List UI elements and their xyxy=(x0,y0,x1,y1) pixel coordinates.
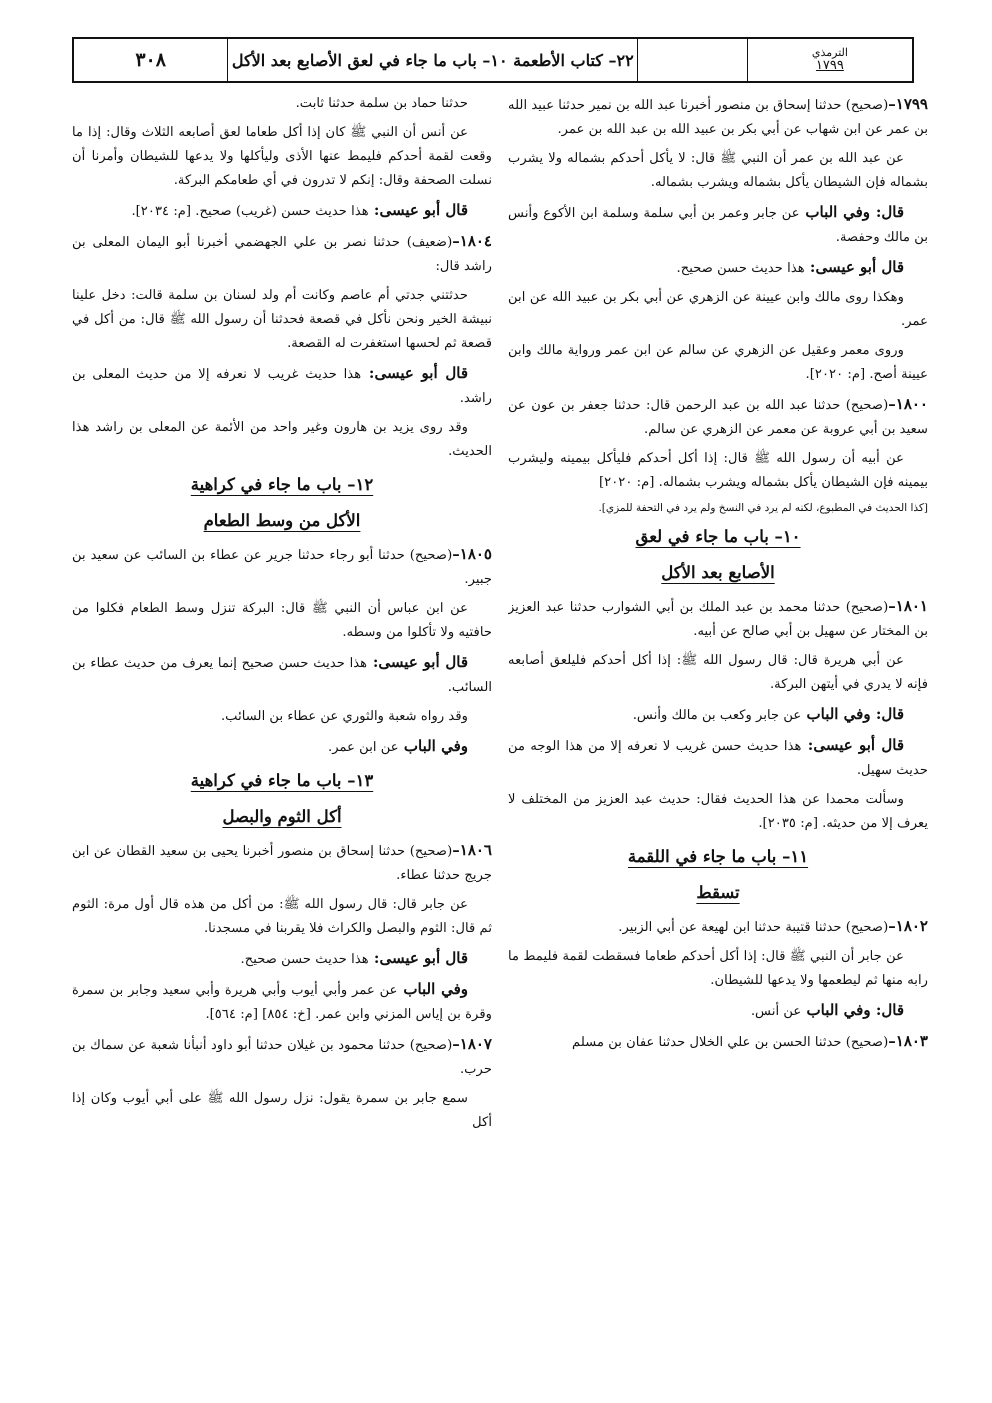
chapter-heading: ١٢– باب ما جاء في كراهية xyxy=(190,475,374,494)
hadith-isnad xyxy=(508,914,928,940)
hadith-number: ١٨٠٣– xyxy=(888,1032,928,1050)
hadith-text: (صحيح) حدثنا عبد الله بن عبد الرحمن قال: حدثنا جعفر بن عون عن سعيد بن أبي عروبة عن معمر عن الزهري عن سالم. xyxy=(508,398,928,437)
matn-paragraph: عن ابن عباس أن النبي ﷺ قال: البركة تنزل وسط الطعام فكلوا من حافتيه ولا تأكلوا من وسطه. xyxy=(72,601,492,640)
matn-paragraph: عن جابر أن النبي ﷺ قال: إذا أكل أحدكم طعاما فسقطت لقمة فليمط ما رابه منها ثم ليطعمها ولا يدعها للشيطان. xyxy=(508,949,928,988)
commentary-text: عن ابن عمر. xyxy=(328,740,399,755)
matn-paragraph: وهكذا روى مالك وابن عيينة عن الزهري عن أبي بكر بن عبيد الله عن ابن عمر. xyxy=(508,290,928,329)
matn-paragraph: وروى معمر وعقيل عن الزهري عن سالم عن ابن عمر ورواية مالك وابن عيينة أصح. [م: ٢٠٢٠]. xyxy=(508,343,928,382)
commentary-text: هذا حديث حسن صحيح. xyxy=(240,952,369,967)
matn-paragraph: عن جابر قال: قال رسول الله ﷺ: من أكل من هذه قال أول مرة: الثوم ثم قال: الثوم والبصل والكراث فلا يقربنا في مسجدنا. xyxy=(72,897,492,936)
header-page-number: ٣٠٨ xyxy=(135,49,166,71)
chapter-heading: ١١– باب ما جاء في اللقمة xyxy=(627,847,809,866)
chapter-heading: ١٣– باب ما جاء في كراهية xyxy=(190,771,374,790)
chapter-heading: أكل الثوم والبصل xyxy=(222,807,342,826)
commentary-text: هذا حديث حسن صحيح. xyxy=(676,261,805,276)
hadith-isnad xyxy=(72,838,492,888)
commentary-lead: قال أبو عيسى: xyxy=(361,364,468,382)
left-text-column xyxy=(72,92,492,1382)
matn-paragraph: سمع جابر بن سمرة يقول: نزل رسول الله ﷺ على أبي أيوب وكان إذا أكل xyxy=(72,1091,492,1130)
running-header xyxy=(72,37,914,83)
matn-paragraph: وقد روى يزيد بن هارون وغير واحد من الأئمة عن المعلى بن راشد هذا الحديث. xyxy=(72,420,492,459)
hadith-number: ١٨٠٤– xyxy=(452,232,492,250)
commentary-lead: قال أبو عيسى: xyxy=(804,258,904,276)
hadith-text: (صحيح) حدثنا محمد بن عبد الملك بن أبي الشوارب حدثنا عبد العزيز بن المختار عن سهيل بن أبي صالح عن أبيه. xyxy=(508,600,928,639)
commentary-text: عن جابر وكعب بن مالك وأنس. xyxy=(632,708,802,723)
matn-paragraph: حدثنا حماد بن سلمة حدثنا ثابت. xyxy=(295,96,468,111)
header-hadith-number: ١٧٩٩ xyxy=(815,57,844,73)
hadith-isnad xyxy=(72,542,492,592)
commentary-paragraph xyxy=(72,734,492,760)
commentary-paragraph xyxy=(72,361,492,411)
commentary-lead: قال أبو عيسى: xyxy=(368,949,468,967)
hadith-isnad xyxy=(508,1029,928,1055)
hadith-number: ١٨٠٧– xyxy=(452,1035,492,1053)
hadith-text: (ضعيف) حدثنا نصر بن علي الجهضمي أخبرنا أبو اليمان المعلى بن راشد قال: xyxy=(72,235,492,274)
commentary-paragraph xyxy=(508,998,928,1024)
chapter-heading: الأصابع بعد الأكل xyxy=(661,563,775,582)
hadith-isnad xyxy=(72,229,492,279)
matn-paragraph: حدثتني جدتي أم عاصم وكانت أم ولد لسنان بن سلمة قالت: دخل علينا نبيشة الخير ونحن نأكل في قصعة فحدثنا أن رسول الله ﷺ قال: من أكل في قصعة ثم لحسها استغفرت له القصعة. xyxy=(72,288,492,351)
hadith-text: (صحيح) حدثنا محمود بن غيلان حدثنا أبو داود أنبأنا شعبة عن سماك بن حرب. xyxy=(72,1038,492,1077)
commentary-lead: قال أبو عيسى: xyxy=(801,736,904,754)
matn-paragraph: عن أبيه أن رسول الله ﷺ قال: إذا أكل أحدكم فليأكل بيمينه وليشرب بيمينه فإن الشيطان يأكل بشماله ويشرب بشماله. [م: ٢٠٢٠] xyxy=(508,451,928,490)
right-text-column xyxy=(508,92,928,1382)
chapter-heading: ١٠– باب ما جاء في لعق xyxy=(635,527,801,546)
commentary-text: هذا حديث حسن صحيح إنما يعرف من حديث عطاء بن السائب. xyxy=(72,656,492,695)
commentary-text: هذا حديث غريب لا نعرفه إلا من حديث المعلى بن راشد. xyxy=(72,367,492,406)
hadith-number: ١٨٠٢– xyxy=(888,917,928,935)
commentary-lead: قال أبو عيسى: xyxy=(368,201,468,219)
hadith-isnad xyxy=(508,594,928,644)
commentary-text: عن جابر وعمر بن أبي سلمة وسلمة ابن الأكوع وأنس بن مالك وحفصة. xyxy=(508,206,928,245)
commentary-lead: قال: وفي الباب xyxy=(801,705,904,723)
matn-paragraph: عن عبد الله بن عمر أن النبي ﷺ قال: لا يأكل أحدكم بشماله ولا يشرب بشماله فإن الشيطان يأكل بشماله ويشرب بشماله. xyxy=(508,151,928,190)
commentary-paragraph xyxy=(72,946,492,972)
hadith-number: ١٨٠١– xyxy=(888,597,928,615)
header-blank-cell xyxy=(637,39,746,81)
header-tirmidhi-label: الترمذي xyxy=(811,45,848,59)
matn-paragraph: وقد رواه شعبة والثوري عن عطاء بن السائب. xyxy=(220,709,468,724)
header-chapter-title: ٢٢– كتاب الأطعمة ١٠– باب ما جاء في لعق الأصابع بعد الأكل xyxy=(227,39,637,81)
hadith-isnad xyxy=(508,92,928,142)
commentary-lead: قال: وفي الباب xyxy=(801,1001,904,1019)
hadith-isnad xyxy=(72,1032,492,1082)
commentary-paragraph xyxy=(72,198,492,224)
matn-paragraph: عن أنس أن النبي ﷺ كان إذا أكل طعاما لعق أصابعه الثلاث وقال: إذا ما وقعت لقمة أحدكم فليمط عنها الأذى وليأكلها ولا يدعها للشيطان وأمرنا أن نسلت الصحفة وقال: إنكم لا تدرون في أي طعامكم البركة. xyxy=(72,125,492,188)
hadith-text: (صحيح) حدثنا أبو رجاء حدثنا جرير عن عطاء بن السائب عن سعيد بن جبير. xyxy=(72,548,492,587)
commentary-paragraph xyxy=(508,255,928,281)
commentary-text: عن عمر وأبي أيوب وأبي هريرة وأبي سعيد وجابر بن سمرة وقرة بن إياس المزني وابن عمر. [خ: ٨٥٤] [م: ٥٦٤]. xyxy=(72,983,492,1022)
editor-note: [كذا الحديث في المطبوع، لكنه لم يرد في النسخ ولم يرد في التحفة للمزي]. xyxy=(598,502,928,514)
hadith-text: (صحيح) حدثنا إسحاق بن منصور أخبرنا عبد الله بن نمير حدثنا عبيد الله بن عمر عن ابن شهاب عن أبي بكر بن عبيد الله بن عبد الله بن عمر. xyxy=(508,98,928,137)
hadith-number: ١٨٠٥– xyxy=(452,545,492,563)
hadith-number: ١٧٩٩– xyxy=(888,95,928,113)
header-tirmidhi-cell xyxy=(747,39,912,81)
commentary-paragraph xyxy=(508,200,928,250)
commentary-text: عن أنس. xyxy=(750,1004,802,1019)
chapter-heading: تسقط xyxy=(696,883,740,902)
matn-paragraph: وسألت محمدا عن هذا الحديث فقال: حديث عبد العزيز من المختلف لا يعرف إلا من حديثه. [م: ٢٠٣٥]. xyxy=(508,792,928,831)
hadith-isnad xyxy=(508,392,928,442)
commentary-paragraph xyxy=(72,977,492,1027)
commentary-paragraph xyxy=(72,650,492,700)
commentary-lead: وفي الباب xyxy=(397,980,468,998)
hadith-number: ١٨٠٠– xyxy=(888,395,928,413)
matn-paragraph: عن أبي هريرة قال: قال رسول الله ﷺ: إذا أكل أحدكم فليلعق أصابعه فإنه لا يدري في أيتهن البركة. xyxy=(508,653,928,692)
hadith-text: (صحيح) حدثنا إسحاق بن منصور أخبرنا يحيى بن سعيد القطان عن ابن جريج حدثنا عطاء. xyxy=(72,844,492,883)
hadith-text: (صحيح) حدثنا قتيبة حدثنا ابن لهيعة عن أبي الزبير. xyxy=(618,920,889,935)
commentary-paragraph xyxy=(508,733,928,783)
commentary-text: هذا حديث حسن غريب لا نعرفه إلا من هذا الوجه من حديث سهيل. xyxy=(508,739,928,778)
commentary-paragraph xyxy=(508,702,928,728)
chapter-heading: الأكل من وسط الطعام xyxy=(203,511,361,530)
commentary-lead: قال أبو عيسى: xyxy=(367,653,468,671)
hadith-number: ١٨٠٦– xyxy=(452,841,492,859)
commentary-text: هذا حديث حسن (غريب) صحيح. [م: ٢٠٣٤]. xyxy=(131,204,369,219)
hadith-text: (صحيح) حدثنا الحسن بن علي الخلال حدثنا عفان بن مسلم xyxy=(572,1035,889,1050)
commentary-lead: قال: وفي الباب xyxy=(799,203,905,221)
commentary-lead: وفي الباب xyxy=(398,737,468,755)
